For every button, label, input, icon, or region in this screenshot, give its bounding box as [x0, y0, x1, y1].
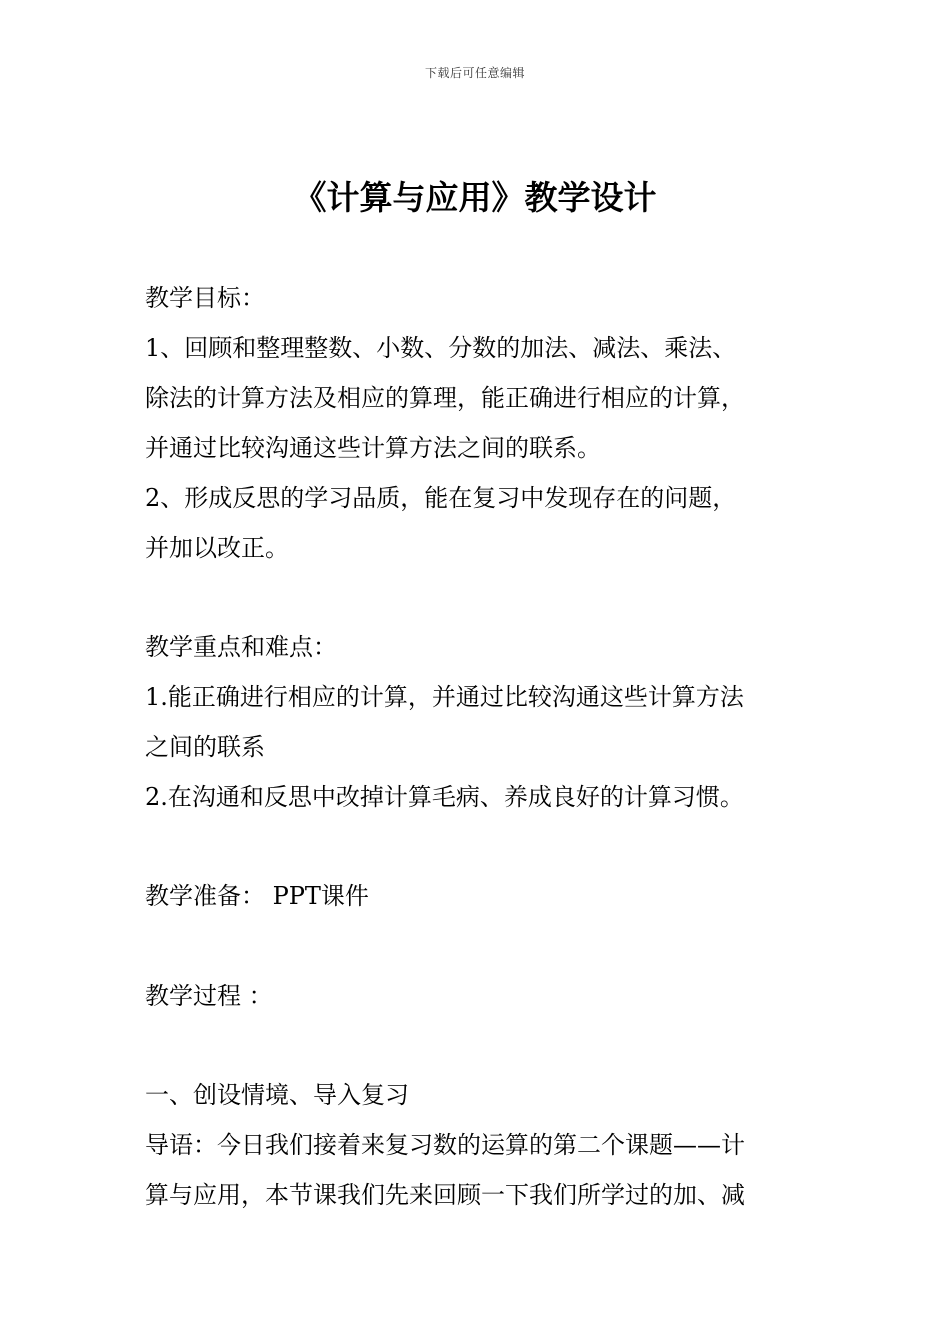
heading-key-points: 教学重点和难点：: [145, 633, 337, 661]
header-note: 下载后可任意编辑: [424, 66, 525, 80]
section-heading: 一、创设情境、导入复习: [145, 1081, 409, 1109]
goal-line: 并加以改正。: [145, 534, 289, 562]
heading-teaching-goals: 教学目标：: [145, 284, 265, 312]
key-point-line: 之间的联系: [145, 733, 265, 761]
heading-process: 教学过程 ：: [145, 982, 273, 1010]
goal-line: 2、形成反思的学习品质，能在复习中发现存在的问题，: [145, 484, 737, 512]
document-title: 《计算与应用》教学设计: [293, 178, 657, 217]
paragraph-line: 导语：今日我们接着来复习数的运算的第二个课题——计: [145, 1131, 745, 1159]
goal-line: 并通过比较沟通这些计算方法之间的联系。: [145, 434, 601, 462]
key-point-line: 2.在沟通和反思中改掉计算毛病、养成良好的计算习惯。: [145, 783, 744, 811]
key-point-line: 1.能正确进行相应的计算，并通过比较沟通这些计算方法: [145, 683, 744, 711]
goal-line: 除法的计算方法及相应的算理，能正确进行相应的计算，: [145, 384, 745, 412]
goal-line: 1、回顾和整理整数、小数、分数的加法、减法、乘法、: [145, 334, 737, 362]
heading-preparation: 教学准备： PPT课件: [145, 882, 369, 910]
paragraph-line: 算与应用，本节课我们先来回顾一下我们所学过的加、减: [145, 1181, 745, 1209]
